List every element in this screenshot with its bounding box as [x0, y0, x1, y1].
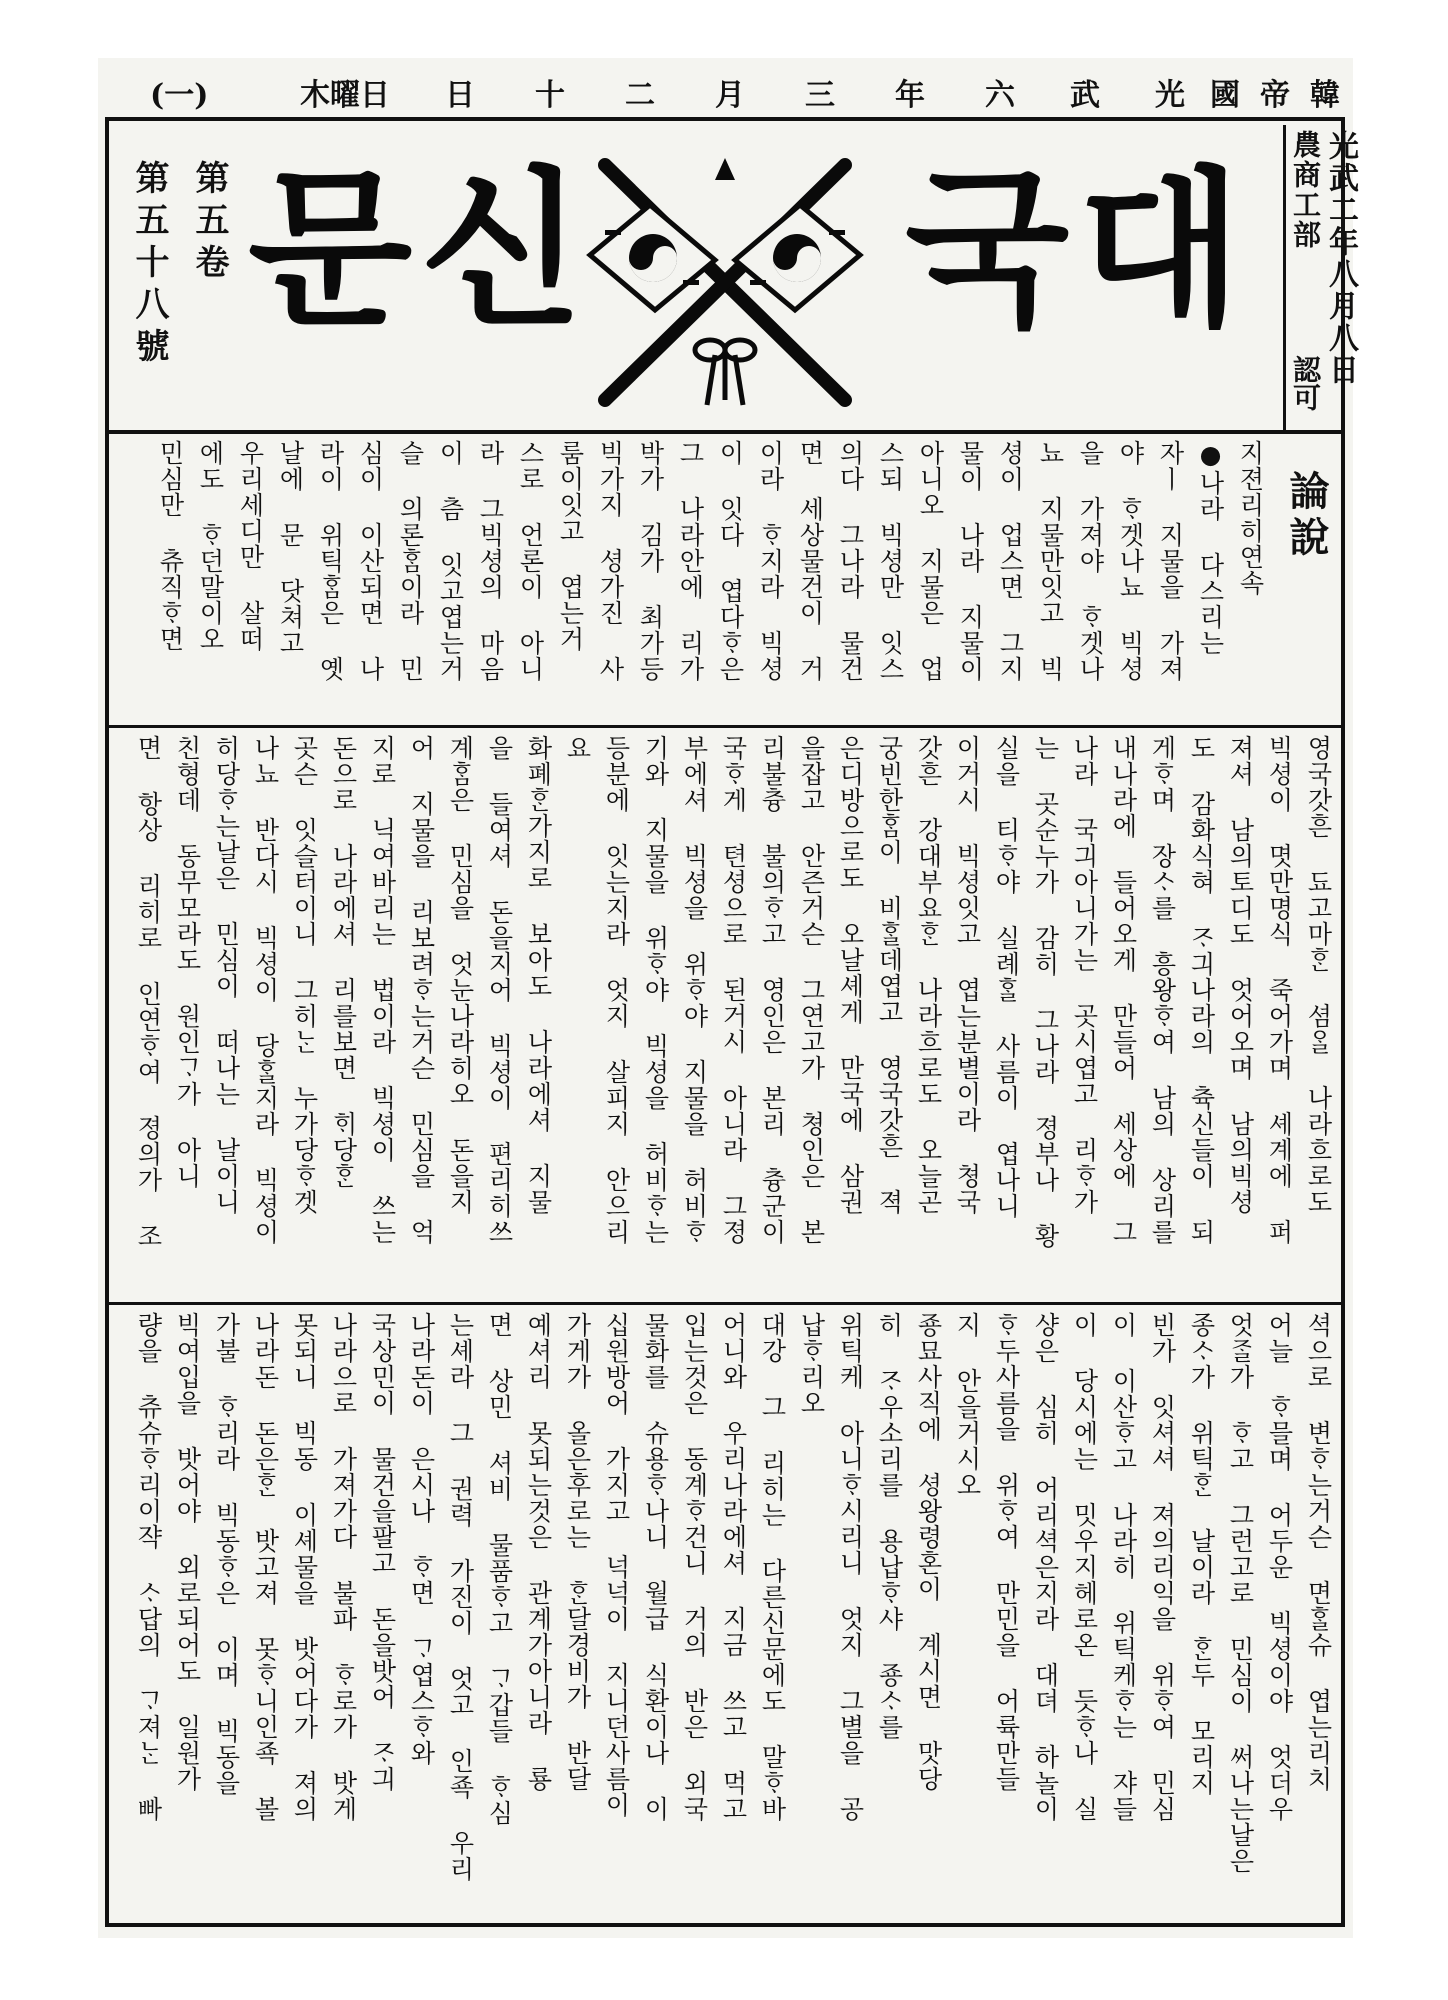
masthead-title-char: 문	[248, 150, 413, 350]
text-column-middle: 빅셩이 몃만명식 죽어가며 셰계에 퍼	[1265, 735, 1294, 1245]
text-column-bottom: 위틱케 아니ᄒᆞ시리니 엇지 그별을 공	[836, 1312, 865, 1822]
text-column-middle: 화폐ᄒᆞᆫ가지로 보아도 나라에셔 지물	[524, 735, 553, 1215]
text-column-middle: 을잡고 안즌거슨 그연고가 쳥인은 본	[797, 735, 826, 1245]
dateline-char: 日	[445, 78, 475, 113]
text-column-top: 라 그빅셩의 마음	[476, 440, 505, 682]
masthead-divider	[108, 430, 1342, 434]
text-column-top: 그 나라안에 리가	[676, 440, 705, 682]
permit-label: 認可	[1289, 355, 1322, 411]
text-column-top: 심이 이산되면 나	[356, 440, 385, 682]
masthead-title-char: 국	[905, 150, 1070, 350]
section-divider-1	[108, 725, 1342, 728]
text-column-bottom: 대강 그 리히는 다른신문에도 말ᄒᆞ바	[758, 1312, 787, 1822]
text-column-middle: 계ᄒᆞᆷ은 민심을 엇눈나라히오 돈을지	[446, 735, 475, 1215]
text-column-middle: 친형데 동무모라도 원인ᄀᆞ가 아니	[173, 735, 202, 1189]
dateline-char: 月	[715, 78, 745, 113]
dateline-char: 韓	[1310, 78, 1340, 113]
text-column-bottom: 면 상민 셔비 물품ᄒᆞ고 ᄀᆞ갑들 ᄒᆞ심	[485, 1312, 514, 1826]
text-column-middle: 도 감화식혀 ᄌᆞ긔나라의 츅신들이 되	[1187, 735, 1216, 1245]
text-column-middle: 는 곳순누가 감히 그나라 졍부나 황	[1031, 735, 1060, 1249]
text-column-bottom: 나라돈이 은시나 ᄒᆞ면 ᄀᆞ엽스ᄒᆞ와	[407, 1312, 436, 1766]
text-column-bottom: 빈가 잇셔셔 져의리익을 위ᄒᆞ여 민심	[1148, 1312, 1177, 1822]
crossed-flags-emblem	[575, 150, 875, 420]
text-column-top: 이 잇다 엽다ᄒᆞ은	[716, 440, 745, 682]
text-column-middle: 곳슨 잇슬터이니 그히ᄂᆞᆫ 누가당ᄒᆞ겟	[290, 735, 319, 1215]
section-heading-ronseol: 論說	[1283, 470, 1330, 562]
text-column-middle: 을 들여셔 돈을지어 빅셩이 편리히쓰	[485, 735, 514, 1245]
text-column-top: 지젼리히연속	[1236, 440, 1265, 596]
text-column-middle: 은디방으로도 오날셰게 만국에 삼권	[836, 735, 865, 1215]
text-column-middle: 요	[563, 735, 592, 761]
text-column-bottom: 량을 츄슈ᄒᆞ리이쟉 ᄉᆞ답의 ᄀᆞ져ᄂᆞᆫ 빠	[134, 1312, 163, 1822]
text-column-bottom: 가불 ᄒᆞ리라 빅동ᄒᆞ은 이며 빅동을	[212, 1312, 241, 1796]
text-column-middle: 영국갓흔 됴고마ᄒᆞᆫ 셤ᄋᆞᆯ 나라흐로도	[1304, 735, 1333, 1215]
text-column-middle: 궁빈한ᄒᆞᆷ이 비ᄒᆞᆯ데엽고 영국갓흔 젹	[875, 735, 904, 1215]
masthead-title-char: 신	[420, 150, 585, 350]
text-column-middle: 나뇨 반다시 빅셩이 당ᄒᆞᆯ지라 빅셩이	[251, 735, 280, 1245]
text-column-top: 우리세디만 살떠	[236, 440, 265, 652]
text-column-bottom: 종ᄉᆞ가 위틱ᄒᆞᆫ 날이라 ᄒᆞᆫ두 모리지	[1187, 1312, 1216, 1796]
text-column-top: 뇨 지물만잇고 빅	[1036, 440, 1065, 682]
text-column-top: 룸이잇고 엽는거	[556, 440, 585, 652]
text-column-top: 이라 ᄒᆞ지라 빅셩	[756, 440, 785, 682]
text-column-top: 빅가지 셩가진 사	[596, 440, 625, 682]
text-column-middle: 부에셔 빅셩을 위ᄒᆞ야 지물을 허비ᄒᆞ	[680, 735, 709, 1245]
text-column-top: 이 츰 잇고엽는거	[436, 440, 465, 682]
text-column-middle: 갓흔 강대부요ᄒᆞᆫ 나라흐로도 오늘곤	[914, 735, 943, 1215]
text-column-bottom: 못되니 빅동 이셰물을 밧어다가 져의	[290, 1312, 319, 1822]
dateline-char: (一)	[150, 78, 209, 113]
dateline-char: 二	[625, 78, 655, 113]
text-column-top: 스되 빅셩만 잇스	[876, 440, 905, 682]
text-column-middle: 지로 닉여바리는 법이라 빅셩이 쓰는	[368, 735, 397, 1245]
text-column-middle: 나라 국긔아니가는 곳시엽고 리ᄒᆞ가	[1070, 735, 1099, 1215]
text-column-bottom: 물화를 슈용ᄒᆞ나니 월급 식환이나 이	[641, 1312, 670, 1822]
text-column-bottom: 나라으로 가져가다 불파 ᄒᆞ로가 밧게	[329, 1312, 358, 1822]
text-column-bottom: 입는것은 동계ᄒᆞ건니 거의 반은 외국	[680, 1312, 709, 1822]
text-column-middle: 게ᄒᆞ며 장ᄉᆞ를 흥왕ᄒᆞ여 남의 상리를	[1148, 735, 1177, 1245]
text-column-top: 민심만 츄직ᄒᆞ면	[156, 440, 185, 652]
text-column-middle: 이거시 빅셩잇고 엽는분별이라 쳥국	[953, 735, 982, 1215]
text-column-middle: 리불츙 불의ᄒᆞ고 영인은 본리 츙군이	[758, 735, 787, 1245]
text-column-bottom: 납ᄒᆞ리오	[797, 1312, 826, 1416]
text-column-bottom: 이 이산ᄒᆞ고 나라히 위틱케ᄒᆞ는 쟈들	[1109, 1312, 1138, 1822]
text-column-top: 스로 언론이 아니	[516, 440, 545, 682]
dateline-char: 十	[535, 78, 565, 113]
text-column-middle: 등분에 잇는지라 엇지 살피지 안으리	[602, 735, 631, 1245]
text-column-bottom: 나라돈 돈은ᄒᆞᆫ 밧고져 못ᄒᆞ니인죡 볼	[251, 1312, 280, 1822]
taegukgi-flag-left	[590, 205, 715, 310]
text-column-bottom: 빅여입을 밧어야 외로되어도 일원가	[173, 1312, 202, 1792]
text-column-bottom: 어늘 ᄒᆞ믈며 어두운 빅셩이야 엇더우	[1265, 1312, 1294, 1822]
text-column-top: 야 ᄒᆞ겟나뇨 빅셩	[1116, 440, 1145, 682]
text-column-bottom: 셕으로 변ᄒᆞ는거슨 면ᄒᆞᆯ슈 엽는리치	[1304, 1312, 1333, 1792]
text-column-top: 셩이 업스면 그지	[996, 440, 1025, 682]
text-column-bottom: 예셔리 못되는것은 관계가아니라 룡	[524, 1312, 553, 1792]
dateline-char: 帝	[1260, 78, 1290, 113]
text-column-bottom: ᄒᆞ두사름을 위ᄒᆞ여 만민을 어륙만들	[992, 1312, 1021, 1792]
text-column-middle: 국ᄒᆞ게 텬셩으로 된거시 아니라 그졍	[719, 735, 748, 1245]
permit-org: 農商工部	[1289, 130, 1322, 250]
text-column-top: 라이 위틱ᄒᆞᆷ은 옛	[316, 440, 345, 682]
text-column-top: 자ㅣ 지물을 가져	[1156, 440, 1185, 682]
text-column-middle: 면 항상 리히로 인연ᄒᆞ여 졍의가 조	[134, 735, 163, 1249]
text-column-bottom: 지 안을거시오	[953, 1312, 982, 1498]
taegukgi-flag-right	[735, 205, 860, 310]
text-column-bottom: 샹은 심히 어리셕은지라 대뎌 하놀이	[1031, 1312, 1060, 1822]
text-column-top: 을 가져야 ᄒᆞ겟나	[1076, 440, 1105, 682]
dateline-char: 武	[1070, 78, 1100, 113]
text-column-middle: 내나라에 들어오게 만들어 세상에 그	[1109, 735, 1138, 1245]
text-column-bottom: 어니와 우리나라에셔 지금 쓰고 먹고	[719, 1312, 748, 1822]
text-column-top: 아니오 지물은 업	[916, 440, 945, 682]
dateline-char: 光	[1155, 78, 1185, 113]
issue-number: 第五十八號	[129, 160, 169, 370]
dateline-char: 六	[985, 78, 1015, 113]
text-column-top: 면 세상물건이 거	[796, 440, 825, 682]
text-column-middle: 어 지물을 리보려ᄒᆞ는거슨 민심을 억	[407, 735, 436, 1245]
text-column-bottom: 십원방어 가지고 넉넉이 지니던사름이	[602, 1312, 631, 1818]
text-column-top: ●나라 다스리는	[1196, 440, 1225, 656]
dateline-char: 國	[1210, 78, 1240, 113]
text-column-bottom: 이 당시에는 밋우지헤로온 듯ᄒᆞ나 실	[1070, 1312, 1099, 1822]
text-column-bottom: 가게가 올은후로는 ᄒᆞᆫ달경비가 반달	[563, 1312, 592, 1792]
pole-finial	[715, 158, 735, 180]
text-column-bottom: 엇ᄌᆞᆯ가 ᄒᆞ고 그런고로 민심이 써나는날은	[1226, 1312, 1255, 1874]
dateline-char: 三	[805, 78, 835, 113]
text-column-middle: 히당ᄒᆞ는날은 민심이 떠나는 날이니	[212, 735, 241, 1215]
text-column-top: 날에 문 닷쳐고	[276, 440, 305, 656]
tassel-knot	[695, 340, 755, 405]
text-column-middle: 기와 지물을 위ᄒᆞ야 빅셩을 허비ᄒᆞ는	[641, 735, 670, 1245]
text-column-bottom: 는셰라 그 권력 가진이 엇고 인죡 우리	[446, 1312, 475, 1882]
dateline	[150, 70, 1345, 120]
text-column-top: 물이 나라 지물이	[956, 440, 985, 682]
text-column-middle: 실을 티ᄒᆞ야 실례ᄒᆞᆯ 사름이 엽나니	[992, 735, 1021, 1219]
permit-date: 光武二年八月八日	[1323, 130, 1358, 386]
text-column-bottom: 죵묘사직에 셩왕령혼이 계시면 맛당	[914, 1312, 943, 1792]
text-column-bottom: 국상민이 물건을팔고 돈을밧어 ᄌᆞ긔	[368, 1312, 397, 1792]
text-column-top: 슬 의론ᄒᆞᆷ이라 민	[396, 440, 425, 682]
text-column-bottom: 히 ᄌᆞ우소리를 용납ᄒᆞ샤 죵ᄉᆞ를	[875, 1312, 904, 1740]
text-column-top: 에도 ᄒᆞ던말이오	[196, 440, 225, 652]
section-divider-2	[108, 1302, 1342, 1305]
dateline-char: 木曜日	[300, 78, 390, 113]
text-column-top: 박가 김가 최가등	[636, 440, 665, 682]
masthead-title-char: 대	[1078, 150, 1243, 350]
text-column-top: 의다 그나라 물건	[836, 440, 865, 682]
dateline-char: 年	[895, 78, 925, 113]
issue-volume: 第五卷	[189, 160, 229, 286]
text-column-middle: 져셔 남의토디도 엇어오며 남의빅셩	[1226, 735, 1255, 1215]
text-column-middle: 돈으로 나라에셔 리를보면 ᄒᆡ당ᄒᆞᆫ	[329, 735, 358, 1189]
